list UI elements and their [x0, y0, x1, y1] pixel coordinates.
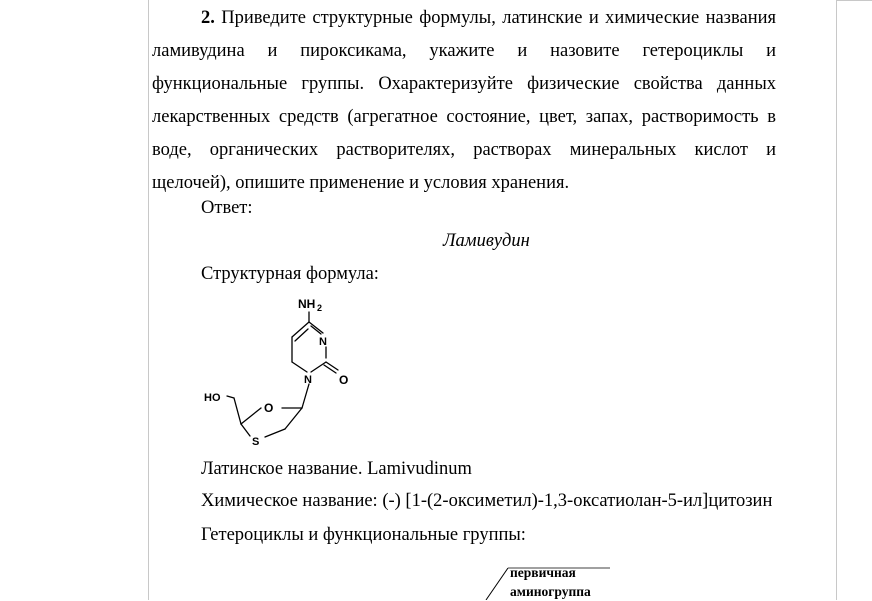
lamivudine-structure — [198, 290, 364, 452]
page-margin-corner — [836, 0, 872, 1]
drug-title: Ламивудин — [443, 231, 530, 251]
structure-label: Структурная формула: — [201, 264, 379, 284]
annotation-label — [510, 563, 591, 601]
answer-label: Ответ: — [201, 198, 253, 218]
amine-label: NH — [298, 297, 316, 311]
hydroxyl-label: HO — [204, 392, 221, 404]
task-text: Приведите структурные формулы, латинские и химические названия ламивудина и пироксикама, укажите и назовите гетероциклы и функциональные группы. Охарактеризуйте физические свойства данных лекарственных средств (агрегатное состояние, цвет, запах, растворимость в воде, органических растворителях, растворах минеральных кислот и щелочей), опишите применение и условия хранения. — [152, 8, 776, 193]
latin-name: Латинское название. Lamivudinum — [201, 459, 472, 479]
carbonyl-oxygen: O — [339, 373, 349, 387]
amine-subscript: 2 — [317, 303, 323, 313]
chemical-name: Химическое название: (-) [1-(2-оксиметил)-1,3-оксатиолан-5-ил]цитозин — [201, 491, 773, 511]
ring-n-bottom: N — [304, 374, 312, 386]
annotation-line-1: первичная — [510, 565, 576, 580]
heterocycles-label: Гетероциклы и функциональные группы: — [201, 525, 526, 545]
ring-oxygen: O — [264, 401, 274, 415]
task-number: 2. — [201, 8, 215, 28]
task-paragraph — [152, 2, 776, 200]
ring-sulfur: S — [252, 436, 260, 448]
page-margin-left — [148, 0, 149, 600]
ring-n-top: N — [319, 336, 327, 348]
annotation-line-2: аминогруппа — [510, 584, 591, 599]
page-margin-right — [836, 0, 837, 600]
